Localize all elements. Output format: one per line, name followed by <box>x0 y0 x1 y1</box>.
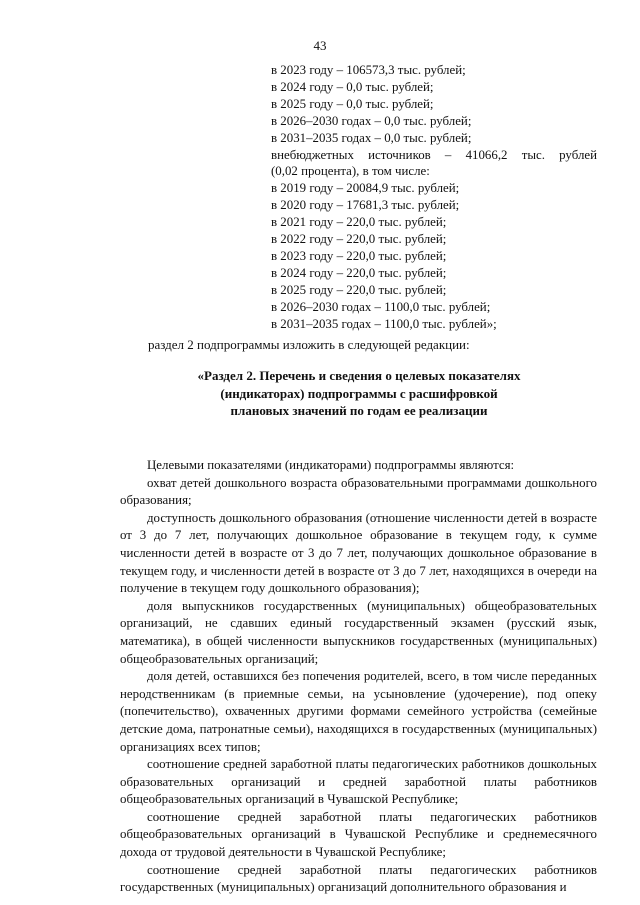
finance-line: в 2025 году – 220,0 тыс. рублей; <box>271 282 447 297</box>
body-text <box>120 457 597 897</box>
paragraph: соотношение средней заработной платы педагогических работников государственных (муниципальных) организаций дополнительного образования и <box>120 862 597 895</box>
finance-line: в 2031–2035 годах – 0,0 тыс. рублей; <box>271 130 472 145</box>
finance-line: в 2022 году – 220,0 тыс. рублей; <box>271 232 447 247</box>
finance-line: в 2023 году – 220,0 тыс. рублей; <box>271 248 447 263</box>
finance-line: внебюджетных источников – 41066,2 тыс. рублей <box>271 147 597 162</box>
finance-line: в 2026–2030 годах – 0,0 тыс. рублей; <box>271 113 472 128</box>
finance-line: в 2021 году – 220,0 тыс. рублей; <box>271 215 447 230</box>
finance-line: в 2024 году – 0,0 тыс. рублей; <box>271 79 434 94</box>
finance-line: в 2025 году – 0,0 тыс. рублей; <box>271 96 434 111</box>
section-heading <box>120 367 598 420</box>
paragraph: Целевыми показателями (индикаторами) подпрограммы являются: <box>147 458 515 472</box>
page-number: 43 <box>313 38 327 53</box>
finance-line: в 2020 году – 17681,3 тыс. рублей; <box>271 198 460 213</box>
finance-line: в 2031–2035 годах – 1100,0 тыс. рублей»; <box>271 316 497 331</box>
paragraph: доступность дошкольного образования (отношение численности детей в возрасте от 3 до 7 лет, получающих дошкольное образование в текущем году, к сумме численности детей в возрасте от 3 до 7 лет, получающих дошкольное образование в текущем году, и численности детей в возрасте от 3 до 7 лет, находящихся в очереди на получение в текущем году дошкольного образования); <box>120 510 597 596</box>
paragraph: охват детей дошкольного возраста образовательными программами дошкольного образования; <box>120 475 597 508</box>
heading-line: плановых значений по годам ее реализации <box>230 403 488 418</box>
paragraph: доля детей, оставшихся без попечения родителей, всего, в том числе переданных неродственникам (в приемные семьи, на усыновление (удочерение), под опеку (попечительство), охваченных другими формами семейного устройства (семейные детские дома, патронатные семьи), находящихся в государственных (муниципальных) организациях всех типов; <box>120 669 597 754</box>
finance-list <box>271 62 597 333</box>
finance-line: в 2026–2030 годах – 1100,0 тыс. рублей; <box>271 299 491 314</box>
finance-line: в 2023 году – 106573,3 тыс. рублей; <box>271 63 466 77</box>
paragraph: соотношение средней заработной платы педагогических работников общеобразовательных организаций в Чувашской Республике и среднемесячного дохода от трудовой деятельности в Чувашской Республике; <box>120 809 597 860</box>
finance-line: в 2019 году – 20084,9 тыс. рублей; <box>271 181 460 196</box>
finance-line: в 2024 году – 220,0 тыс. рублей; <box>271 265 447 280</box>
paragraph: доля выпускников государственных (муниципальных) общеобразовательных организаций, не сдавших единый государственный экзамен (русский язык, математика), в общей численности выпускников государственных (муниципальных) общеобразовательных организаций; <box>120 598 597 666</box>
heading-line: (индикаторах) подпрограммы с расшифровкой <box>220 385 498 401</box>
intro-text: раздел 2 подпрограммы изложить в следующей редакции: <box>148 337 470 352</box>
heading-line: «Раздел 2. Перечень и сведения о целевых показателях <box>197 368 521 383</box>
finance-line: (0,02 процента), в том числе: <box>271 164 430 179</box>
paragraph: соотношение средней заработной платы педагогических работников дошкольных образовательных организаций и средней заработной платы работников общеобразовательных организаций в Чувашской Республике; <box>120 757 597 807</box>
